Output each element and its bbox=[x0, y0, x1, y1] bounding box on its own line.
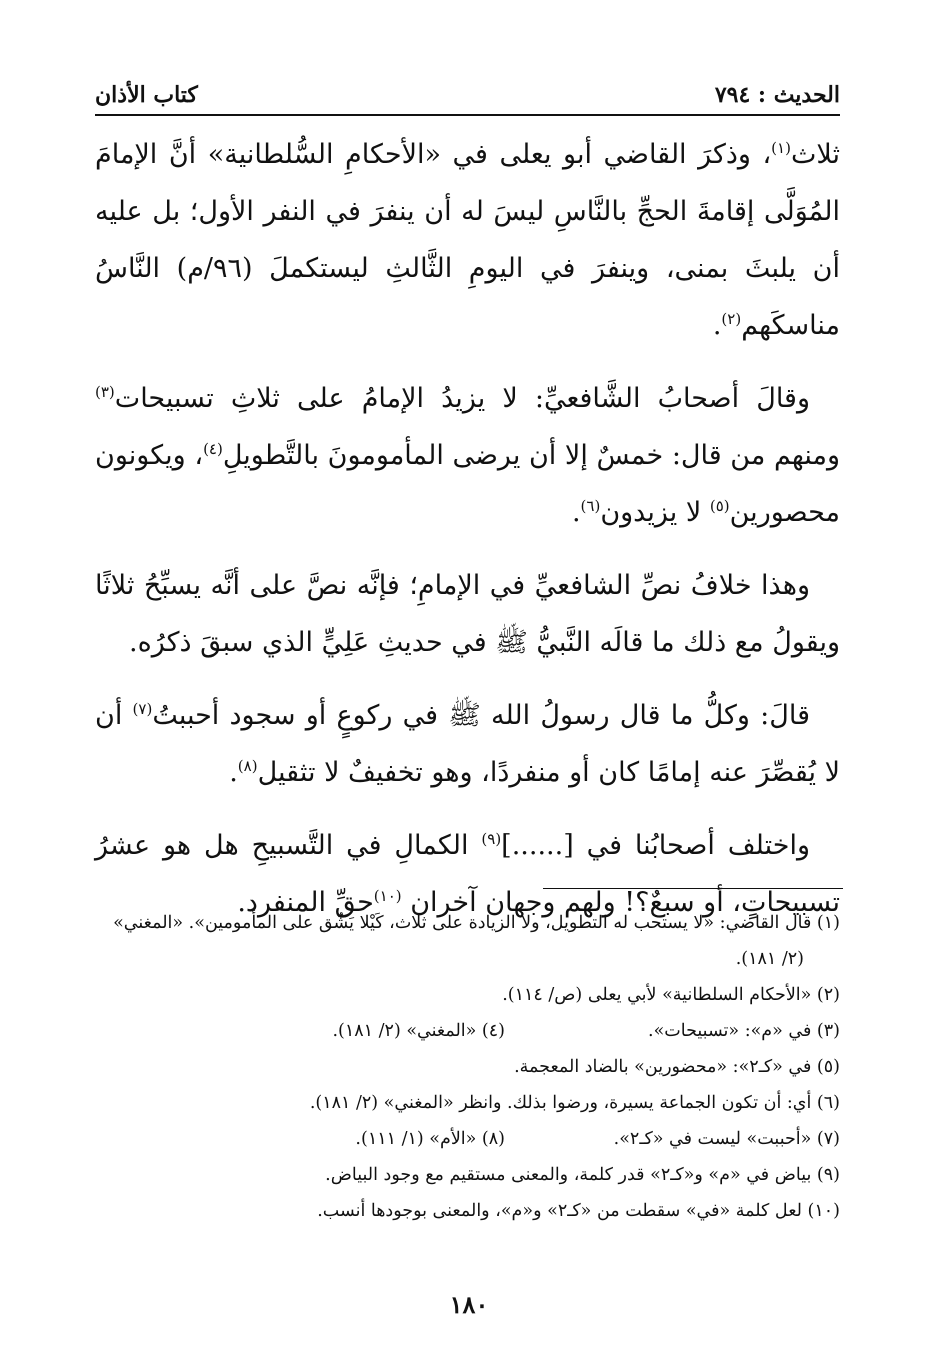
footnote-separator bbox=[543, 888, 843, 889]
running-header bbox=[95, 70, 840, 116]
footnote-ref: (٨) bbox=[237, 757, 258, 775]
paragraph-2: وقالَ أصحابُ الشَّافعيِّ: لا يزيدُ الإمامُ على ثلاثِ تسبيحات$^{(٣)}$ ومنهم من قال: خمسٌ إلا أن يرضى المأمومونَ بالتَّطويلِ$^{(٤)}$، ويكونون محصورين$^{(٥)}$ لا يزيدون$^{(٦)}$. bbox=[95, 383, 841, 528]
footnote-ref: (٢) bbox=[721, 310, 742, 328]
paragraph-1: ثلاث$^{(١)}$، وذكرَ القاضي أبو يعلى في «الأحكامِ السُّلطانية» أنَّ الإمامَ المُوَلَّى إقامةَ الحجِّ بالنَّاسِ ليسَ له أن ينفرَ في النفر الأول؛ بل عليه أن يلبثَ بمنى، وينفرَ في اليومِ الثَّالثِ ليستكملَ (٩٦/م) النَّاسُ مناسكَهم$^{(٢)}$. bbox=[95, 139, 840, 341]
footnote-row-3-4 bbox=[95, 1013, 840, 1049]
footnote-ref: (٩) bbox=[481, 830, 502, 848]
footnote-row-7-8 bbox=[95, 1121, 840, 1157]
book-title: كتاب الأذان bbox=[95, 82, 198, 108]
footnote-6: (٦) أي: أن تكون الجماعة يسيرة، ورضوا بذلك. وانظر «المغني» (٢/ ١٨١). bbox=[309, 1093, 840, 1113]
footnote-ref: (١٠) bbox=[373, 887, 402, 905]
footnote-ref: (٦) bbox=[580, 497, 601, 515]
footnote-ref: (٥) bbox=[709, 497, 730, 515]
paragraph-3: وهذا خلافُ نصِّ الشافعيِّ في الإمامِ؛ فإنَّه نصَّ على أنَّه يسبِّحُ ثلاثًا ويقولُ مع ذلك ما قالَه النَّبيُّ ﷺ في حديثِ عَلِيٍّ الذي سبقَ ذكرُه. bbox=[95, 570, 840, 658]
main-text bbox=[95, 126, 840, 947]
footnote-2: (٢) «الأحكام السلطانية» لأبي يعلى (ص/ ١١٤). bbox=[502, 985, 840, 1005]
footnote-5: (٥) في «كـ٢»: «محضورين» بالضاد المعجمة. bbox=[514, 1057, 840, 1077]
footnote-9: (٩) بياض في «م» و«كـ٢» قدر كلمة، والمعنى مستقيم مع وجود البياض. bbox=[325, 1165, 840, 1185]
footnote-ref: (٣) bbox=[95, 383, 115, 401]
page-number: ١٨٠ bbox=[449, 1290, 489, 1319]
footnotes bbox=[95, 905, 840, 1229]
footnote-ref: (٤) bbox=[203, 440, 223, 458]
hadith-number-label: الحديث : ٧٩٤ bbox=[714, 82, 840, 108]
footnote-ref: (١) bbox=[771, 139, 791, 157]
footnote-1: (١) قال القاضي: «لا يستحب له التطويل، ولا الزيادة على ثلاث، كَيْلا يَشُق على المأمومين». «المغني» (٢/ ١٨١). bbox=[113, 913, 840, 969]
paragraph-5: واختلف أصحابُنا في [......]$^{(٩)}$ الكمالِ في التَّسبيحِ هل هو عشرُ تسبيحاتٍ، أو سبعٌ؟! ولهم وجهان آخران $^{(١٠)}$حقِّ المنفرد. bbox=[95, 830, 840, 918]
footnote-8: (٨) «الأم» (١/ ١١١). bbox=[355, 1129, 505, 1149]
paragraph-4: قالَ: وكلُّ ما قال رسولُ الله ﷺ في ركوعٍ أو سجود أحببتُ$^{(٧)}$ أن لا يُقصِّرَ عنه إمامًا كان أو منفردًا، وهو تخفيفٌ لا تثقيل$^{(٨)}$. bbox=[95, 700, 840, 788]
footnote-10: (١٠) لعل كلمة «في» سقطت من «كـ٢» و«م»، والمعنى بوجودها أنسب. bbox=[317, 1201, 840, 1221]
footnote-3: (٣) في «م»: «تسبيحات». bbox=[648, 1021, 840, 1041]
footnote-ref: (٧) bbox=[132, 700, 153, 718]
footnote-4: (٤) «المغني» (٢/ ١٨١). bbox=[332, 1021, 505, 1041]
footnote-7: (٧) «أحببت» ليست في «كـ٢». bbox=[613, 1129, 840, 1149]
